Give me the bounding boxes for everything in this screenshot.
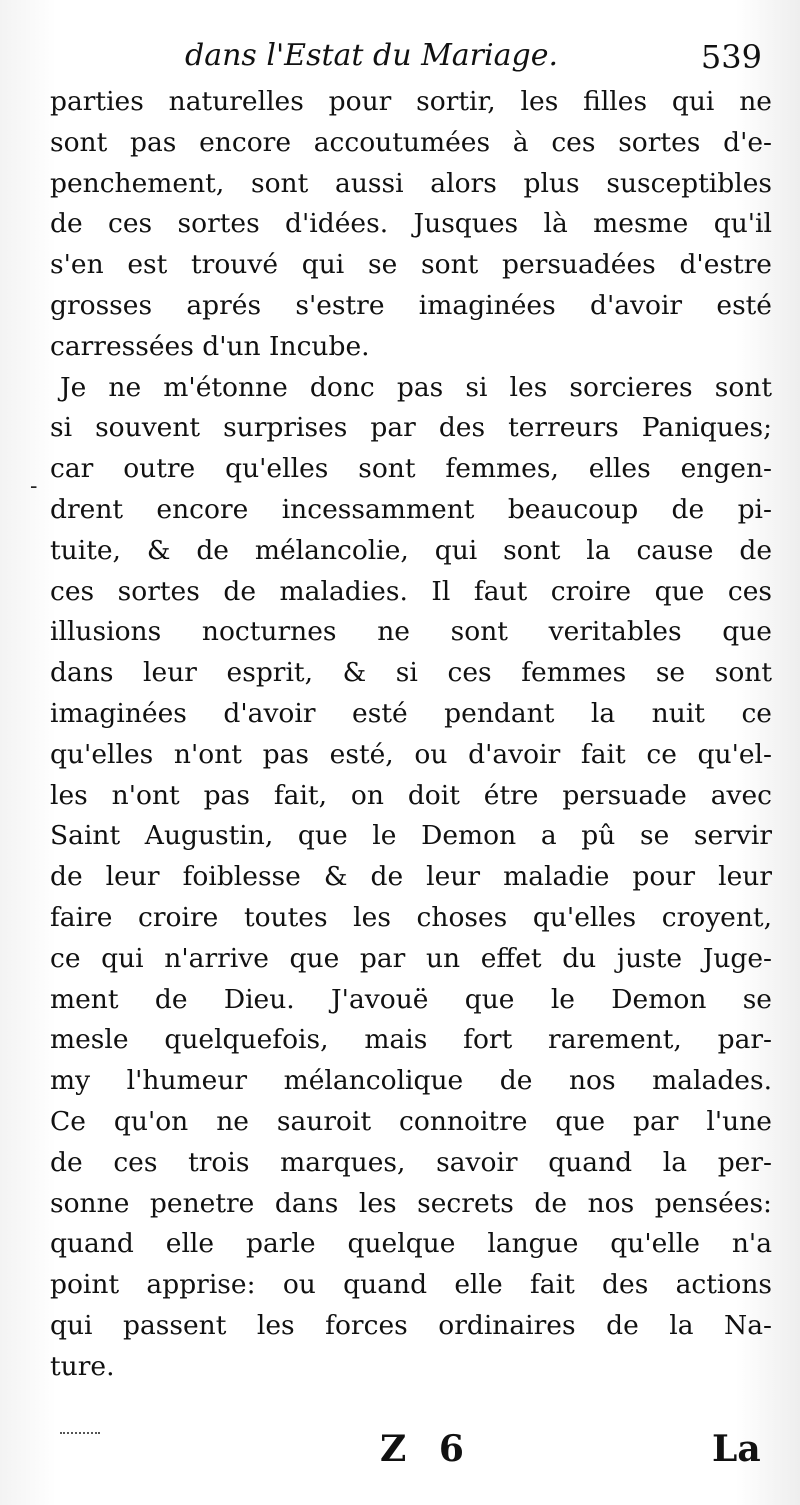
text-line: carressées d'un Incube. xyxy=(50,330,370,362)
text-line: illusions nocturnes ne sont veritables que xyxy=(50,616,772,648)
text-line: Saint Augustin, que le Demon a pû se servir xyxy=(50,820,772,852)
text-line: si souvent surprises par des terreurs Paniques; xyxy=(50,412,772,444)
text-line: Ce qu'on ne sauroit connoitre que par l'une xyxy=(50,1105,772,1137)
text-line: sont pas encore accoutumées à ces sortes d'e- xyxy=(50,126,772,158)
signature-mark: Z 6 xyxy=(380,1428,474,1470)
text-line: sonne penetre dans les secrets de nos pensées: xyxy=(50,1187,772,1219)
text-line: point apprise: ou quand elle fait des actions xyxy=(50,1269,772,1301)
text-line: ces sortes de maladies. Il faut croire que ces xyxy=(50,575,772,607)
text-line: de leur foiblesse & de leur maladie pour leur xyxy=(50,861,772,893)
catchword: La xyxy=(712,1428,761,1470)
paragraph-first-line: Je ne m'étonne donc pas si les sorcieres sont xyxy=(60,371,772,403)
text-line: s'en est trouvé qui se sont persuadées d'estre xyxy=(50,249,772,281)
text-line: faire croire toutes les choses qu'elles croyent, xyxy=(50,901,772,933)
running-head: dans l'Estat du Mariage. xyxy=(185,38,558,73)
text-line: de ces sortes d'idées. Jusques là mesme qu'il xyxy=(50,208,772,240)
text-line: tuite, & de mélancolie, qui sont la cause de xyxy=(50,534,772,566)
text-line: qu'elles n'ont pas esté, ou d'avoir fait ce qu'el- xyxy=(50,738,772,770)
text-line: de ces trois marques, savoir quand la per- xyxy=(50,1146,772,1178)
text-line: ture. xyxy=(50,1350,115,1382)
body-text xyxy=(50,82,772,1388)
text-line: dans leur esprit, & si ces femmes se sont xyxy=(50,657,772,689)
text-line: les n'ont pas fait, on doit étre persuade avec xyxy=(50,779,772,811)
text-line: my l'humeur mélancolique de nos malades. xyxy=(50,1065,772,1097)
text-line: drent encore incessamment beaucoup de pi- xyxy=(50,493,772,525)
text-line: qui passent les forces ordinaires de la Na- xyxy=(50,1309,772,1341)
text-line: grosses aprés s'estre imaginées d'avoir esté xyxy=(50,289,772,321)
text-line: car outre qu'elles sont femmes, elles engen- xyxy=(50,453,772,485)
page-header xyxy=(60,38,770,78)
margin-mark: - xyxy=(30,474,38,499)
page-footer xyxy=(0,1428,800,1478)
text-line: quand elle parle quelque langue qu'elle n'a xyxy=(50,1228,772,1260)
text-line: penchement, sont aussi alors plus susceptibles xyxy=(50,167,772,199)
text-line: imaginées d'avoir esté pendant la nuit ce xyxy=(50,697,772,729)
text-line: mesle quelquefois, mais fort rarement, par- xyxy=(50,1024,772,1056)
text-line: ce qui n'arrive que par un effet du juste Juge- xyxy=(50,942,772,974)
page-number: 539 xyxy=(700,38,762,76)
text-line: ment de Dieu. J'avouë que le Demon se xyxy=(50,983,772,1015)
text-line: parties naturelles pour sortir, les filles qui ne xyxy=(50,86,772,117)
